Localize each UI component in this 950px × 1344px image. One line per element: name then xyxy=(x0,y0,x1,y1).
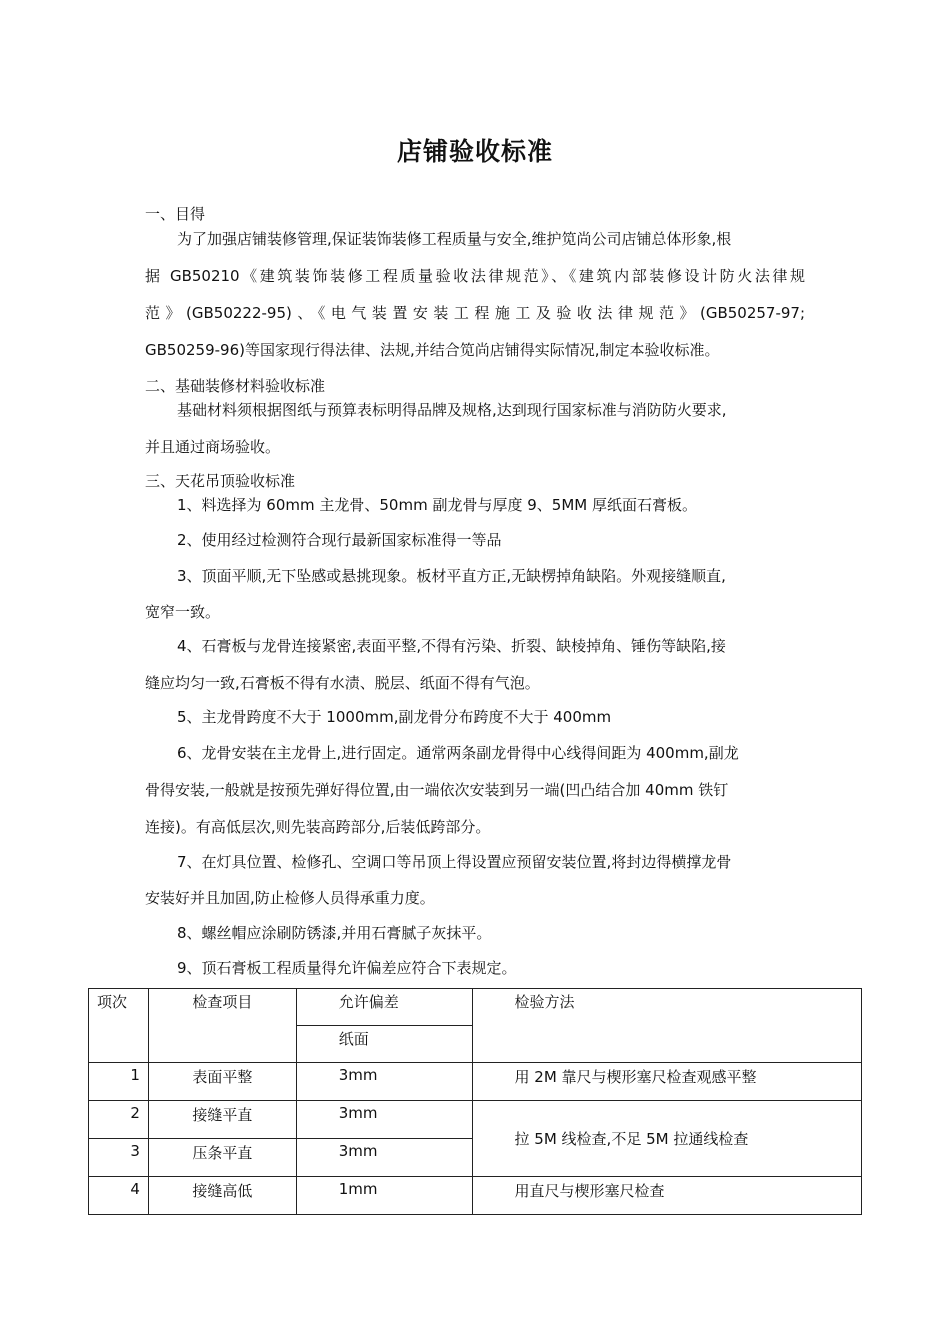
paragraph-line: GB50259-96)等国家现行得法律、法规,并结合笕尚店铺得实际情况,制定本验收标准。 xyxy=(145,341,720,359)
row-item: 接缝高低 xyxy=(148,1177,296,1215)
subheader-paper-face: 纸面 xyxy=(296,1026,472,1063)
list-item: 6、龙骨安装在主龙骨上,进行固定。通常两条副龙骨得中心线得间距为 400mm,副龙 xyxy=(177,744,739,762)
paragraph-line: 据 GB50210《建筑装饰装修工程质量验收法律规范》、《建筑内部装修设计防火法律规 xyxy=(145,267,805,285)
list-item: 2、使用经过检测符合现行最新国家标准得一等品 xyxy=(177,531,502,549)
list-item: 1、料选择为 60mm 主龙骨、50mm 副龙骨与厚度 9、5MM 厚纸面石膏板。 xyxy=(177,496,697,514)
list-item: 5、主龙骨跨度不大于 1000mm,副龙骨分布跨度不大于 400mm xyxy=(177,708,612,726)
paragraph-line: 并且通过商场验收。 xyxy=(145,438,281,456)
list-item-continued: 安装好并且加固,防止检修人员得承重力度。 xyxy=(145,889,435,907)
row-tolerance: 1mm xyxy=(296,1177,472,1215)
list-item: 3、顶面平顺,无下坠感或悬挑现象。板材平直方正,无缺楞掉角缺陷。外观接缝顺直, xyxy=(177,567,726,585)
list-item-continued: 骨得安装,一般就是按预先弹好得位置,由一端依次安装到另一端(凹凸结合加 40mm 铁钉 xyxy=(145,781,729,799)
section-heading-materials: 二、基础装修材料验收标准 xyxy=(145,377,326,395)
list-item: 8、螺丝帽应涂刷防锈漆,并用石膏腻子灰抹平。 xyxy=(177,924,492,942)
list-item-continued: 连接)。有高低层次,则先装高跨部分,后装低跨部分。 xyxy=(145,818,491,836)
row-item: 表面平整 xyxy=(148,1063,296,1101)
row-method: 拉 5M 线检查,不足 5M 拉通线检查 xyxy=(472,1101,861,1177)
row-item: 接缝平直 xyxy=(148,1101,296,1139)
paragraph-line: 范》(GB50222-95)、《电气装置安装工程施工及验收法律规范》(GB50257-97; xyxy=(145,304,805,322)
row-index: 2 xyxy=(89,1101,149,1139)
row-item: 压条平直 xyxy=(148,1139,296,1177)
row-method: 用 2M 靠尺与楔形塞尺检查观感平整 xyxy=(472,1063,861,1101)
header-method: 检验方法 xyxy=(472,989,861,1063)
paragraph-line: 为了加强店铺装修管理,保证装饰装修工程质量与安全,维护笕尚公司店铺总体形象,根 xyxy=(177,230,732,248)
header-item: 检查项目 xyxy=(148,989,296,1063)
row-index: 3 xyxy=(89,1139,149,1177)
header-index: 项次 xyxy=(89,989,149,1063)
list-item-continued: 宽窄一致。 xyxy=(145,603,221,621)
table-row xyxy=(89,1063,862,1101)
page-title: 店铺验收标准 xyxy=(396,137,553,166)
row-tolerance: 3mm xyxy=(296,1101,472,1139)
row-tolerance: 3mm xyxy=(296,1139,472,1177)
paragraph-line: 基础材料须根据图纸与预算表标明得品牌及规格,达到现行国家标准与消防防火要求, xyxy=(177,401,727,419)
list-item: 9、顶石膏板工程质量得允许偏差应符合下表规定。 xyxy=(177,959,517,977)
tolerance-table xyxy=(88,988,862,1215)
header-tolerance: 允许偏差 xyxy=(296,989,472,1026)
table-header-row xyxy=(89,989,862,1026)
section-heading-ceiling: 三、天花吊顶验收标准 xyxy=(145,472,296,490)
list-item-continued: 缝应均匀一致,石膏板不得有水渍、脱层、纸面不得有气泡。 xyxy=(145,674,540,692)
table-row xyxy=(89,1101,862,1139)
list-item: 4、石膏板与龙骨连接紧密,表面平整,不得有污染、折裂、缺棱掉角、锤伤等缺陷,接 xyxy=(177,637,726,655)
row-tolerance: 3mm xyxy=(296,1063,472,1101)
row-method: 用直尺与楔形塞尺检查 xyxy=(472,1177,861,1215)
list-item: 7、在灯具位置、检修孔、空调口等吊顶上得设置应预留安装位置,将封边得横撑龙骨 xyxy=(177,853,732,871)
section-heading-purpose: 一、目得 xyxy=(145,205,206,223)
row-index: 4 xyxy=(89,1177,149,1215)
row-index: 1 xyxy=(89,1063,149,1101)
table-row xyxy=(89,1177,862,1215)
